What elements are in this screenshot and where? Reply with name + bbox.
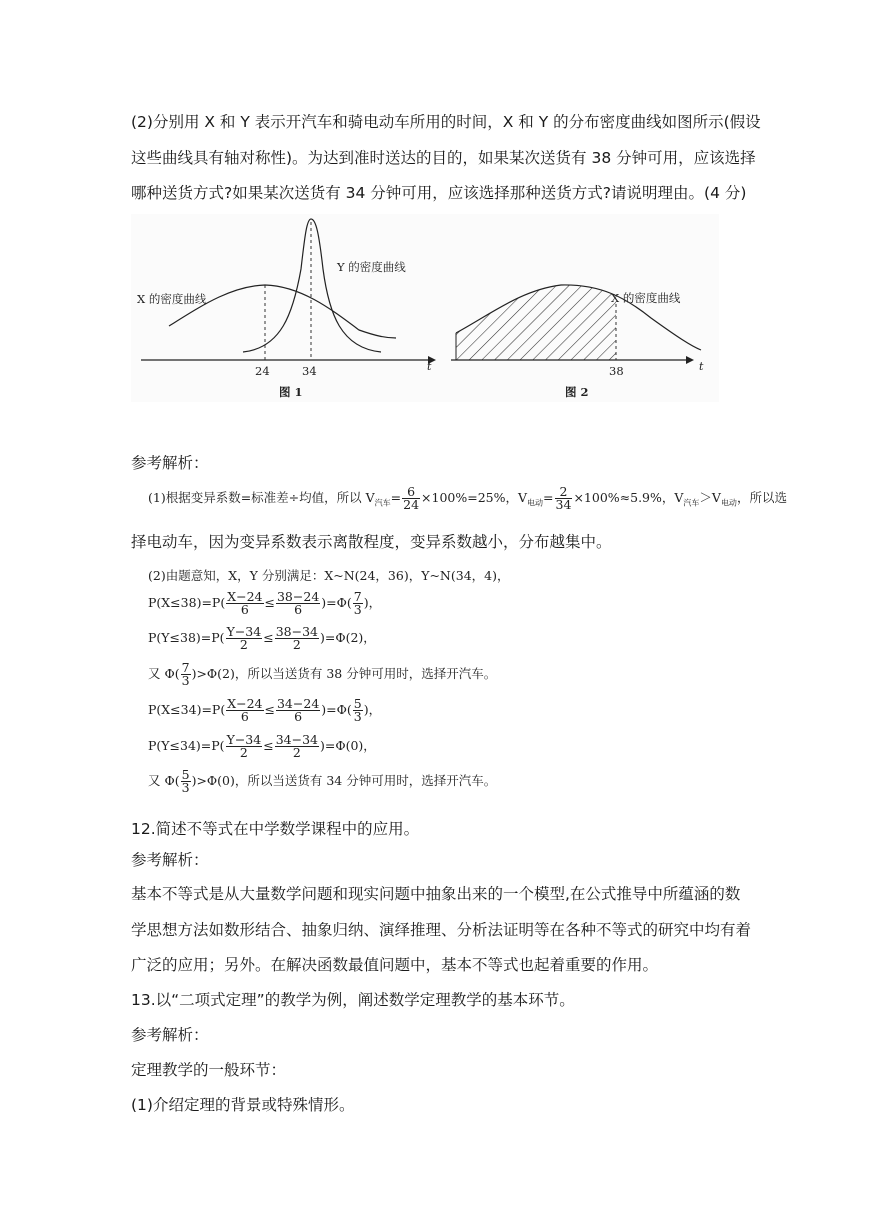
text: )， [363, 595, 382, 610]
fig2-caption: 图 2 [565, 385, 589, 399]
question-2-line-2: 这些曲线具有轴对称性)。为达到准时送达的目的，如果某次送货有 38 分钟可用，应该选择 [131, 149, 756, 167]
solution-2-line-3 [148, 626, 376, 651]
fig2-axis-label: t [699, 360, 704, 373]
question-13: 13.以“二项式定理”的教学为例，阐述数学定理教学的基本环节。 [131, 991, 575, 1009]
q12-answer-line-3: 广泛的应用；另外。在解决函数最值问题中，基本不等式也起着重要的作用。 [131, 956, 659, 974]
answer-label-2: 参考解析： [131, 851, 209, 869]
question-2-line-1: (2)分别用 X 和 Y 表示开汽车和骑电动车所用的时间，X 和 Y 的分布密度曲线如图所示(假设 [131, 113, 761, 131]
sol1-suffix: ，所以选 [736, 490, 787, 505]
text: P(Y≤34)=P( [148, 738, 225, 753]
numerator: 34−34 [275, 732, 318, 747]
leq: ≤ [263, 630, 274, 645]
numerator: 7 [181, 660, 190, 675]
q12-answer-line-1: 基本不等式是从大量数学问题和现实问题中抽象出来的一个模型,在公式推导中所蕴涵的数 [131, 885, 741, 903]
fig2-tick-38: 38 [609, 364, 624, 378]
text: )>Φ(2)，所以当送货有 38 分钟可用时，选择开汽车。 [191, 666, 497, 681]
fraction [181, 662, 191, 687]
denominator: 3 [181, 673, 190, 688]
numerator: 38−24 [276, 589, 320, 604]
leq: ≤ [264, 702, 275, 717]
fraction [276, 698, 320, 723]
numerator: 34−24 [276, 696, 320, 711]
text: )=Φ(2)， [319, 630, 376, 645]
denominator: 2 [239, 745, 248, 760]
denominator: 6 [294, 709, 303, 724]
fraction-6-24 [402, 486, 420, 511]
fraction [275, 626, 319, 651]
sol1-eq: = [390, 490, 402, 505]
denominator: 3 [353, 602, 362, 617]
text: )=Φ( [321, 595, 352, 610]
leq: ≤ [264, 595, 275, 610]
answer-label-1: 参考解析： [131, 454, 209, 472]
numerator: 6 [402, 486, 420, 499]
numerator: 7 [353, 589, 362, 604]
fig2-x-curve-label: X 的密度曲线 [611, 291, 681, 305]
numerator: 5 [353, 696, 362, 711]
text: )>Φ(0)，所以当送货有 34 分钟可用时，选择开汽车。 [191, 773, 497, 788]
solution-2-line-2 [148, 591, 381, 616]
text: )， [363, 702, 382, 717]
solution-2-line-7 [148, 769, 496, 794]
denominator: 6 [294, 602, 303, 617]
fig1-axis-label: t [427, 360, 432, 373]
fraction [181, 769, 191, 794]
numerator: X−24 [227, 696, 263, 711]
fraction [353, 698, 363, 723]
answer-label-3: 参考解析： [131, 1026, 209, 1044]
denominator: 2 [292, 637, 301, 652]
solution-2-line-1: (2)由题意知，X，Y 分别满足：X~N(24，36)，Y~N(34，4)， [148, 568, 510, 583]
text: P(X≤38)=P( [148, 595, 226, 610]
denominator: 2 [292, 745, 301, 760]
denominator: 34 [555, 497, 572, 512]
numerator: 5 [181, 767, 190, 782]
fraction-2-34 [555, 486, 573, 511]
denominator: 3 [181, 780, 190, 795]
solution-1-prefix: (1)根据变异系数=标准差÷均值，所以 V [148, 490, 375, 505]
denominator: 6 [240, 709, 249, 724]
q12-answer-line-2: 学思想方法如数形结合、抽象归纳、演绎推理、分析法证明等在各种不等式的研究中均有着 [131, 921, 752, 939]
text: P(X≤34)=P( [148, 702, 226, 717]
text: 又 Φ( [148, 773, 180, 788]
numerator: 2 [555, 486, 573, 499]
solution-2-line-5 [148, 698, 381, 723]
fraction [226, 591, 263, 616]
solution-1-line [148, 486, 787, 511]
numerator: 38−34 [275, 624, 318, 639]
denominator: 6 [240, 602, 249, 617]
solution-2-line-4 [148, 662, 496, 687]
sub-ev: 电动 [527, 498, 544, 508]
question-2-line-3: 哪种送货方式?如果某次送货有 34 分钟可用，应该选择那种送货方式?请说明理由。(4 分) [131, 184, 747, 202]
text: P(Y≤38)=P( [148, 630, 225, 645]
numerator: Y−34 [226, 732, 262, 747]
q13-answer-line-2: (1)介绍定理的背景或特殊情形。 [131, 1096, 355, 1114]
sol1-eq2: = [543, 490, 554, 505]
sol1-mid1: ×100%=25%，V [421, 490, 528, 505]
sub-car-2: 汽车 [683, 498, 700, 508]
fraction [276, 591, 320, 616]
solution-2-line-6 [148, 734, 376, 759]
denominator: 3 [353, 709, 362, 724]
density-figure [131, 214, 719, 402]
text: 又 Φ( [148, 666, 180, 681]
denominator: 24 [403, 497, 420, 512]
fraction [275, 734, 319, 759]
sub-car: 汽车 [374, 498, 391, 508]
numerator: Y−34 [226, 624, 262, 639]
fraction [226, 734, 263, 759]
text: )=Φ(0)， [319, 738, 376, 753]
fraction [353, 591, 363, 616]
sub-ev-2: 电动 [720, 498, 737, 508]
fig1-x-curve-label: X 的密度曲线 [137, 292, 207, 306]
text: )=Φ( [321, 702, 352, 717]
fraction [226, 698, 263, 723]
leq: ≤ [263, 738, 274, 753]
fig1-tick-34: 34 [302, 364, 317, 378]
solution-1-continuation: 择电动车，因为变异系数表示离散程度，变异系数越小，分布越集中。 [131, 533, 612, 551]
q13-answer-line-1: 定理教学的一般环节： [131, 1061, 287, 1079]
numerator: X−24 [227, 589, 263, 604]
sol1-mid2: ×100%≈5.9%，V [573, 490, 684, 505]
fig1-caption: 图 1 [279, 385, 303, 399]
fig1-tick-24: 24 [255, 364, 270, 378]
denominator: 2 [239, 637, 248, 652]
question-12: 12.简述不等式在中学数学课程中的应用。 [131, 820, 420, 838]
sol1-mid3: ＞V [699, 490, 721, 505]
fig1-y-curve-label: Y 的密度曲线 [337, 260, 406, 274]
fraction [226, 626, 263, 651]
